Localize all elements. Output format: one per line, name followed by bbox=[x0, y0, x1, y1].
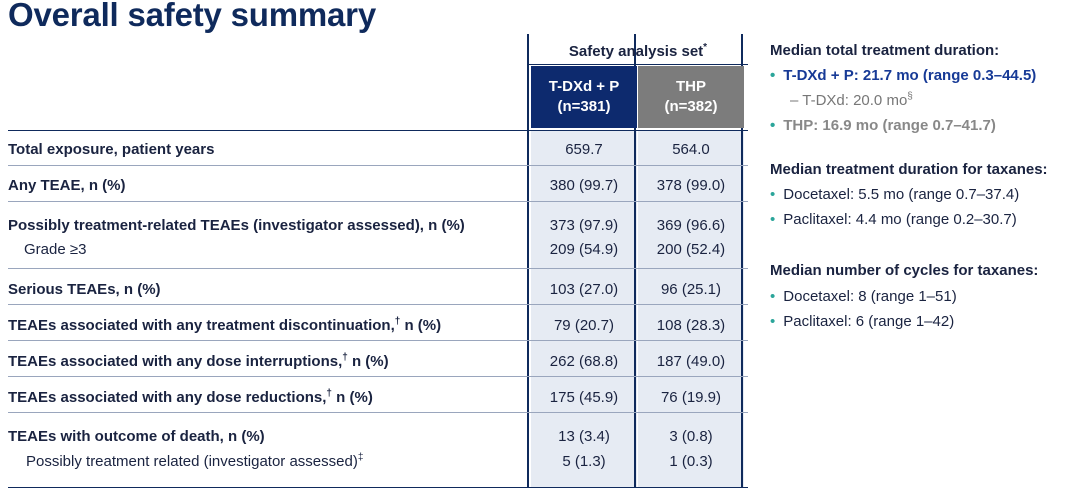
thp-value: 187 (49.0) bbox=[656, 353, 726, 370]
table-rule bbox=[8, 340, 748, 341]
safety-table bbox=[8, 34, 748, 488]
table-rule bbox=[8, 412, 748, 413]
taxane-cycles-heading: Median number of cycles for taxanes: bbox=[770, 262, 1039, 279]
thp-value: 369 (96.6) bbox=[656, 217, 726, 234]
thp-value: 76 (19.9) bbox=[660, 389, 722, 406]
list-item: • Paclitaxel: 6 (range 1–42) bbox=[770, 313, 955, 330]
list-item: • T-DXd + P: 21.7 mo (range 0.3–44.5) bbox=[770, 67, 1037, 84]
row-label: Total exposure, patient years bbox=[8, 141, 215, 158]
table-rule bbox=[8, 165, 748, 166]
table-divider-left bbox=[527, 34, 529, 488]
tdxd-value: 262 (68.8) bbox=[549, 353, 619, 370]
tdxd-value: 79 (20.7) bbox=[553, 317, 615, 334]
taxane-duration-heading: Median treatment duration for taxanes: bbox=[770, 161, 1048, 178]
tdxd-value: 380 (99.7) bbox=[549, 177, 619, 194]
bullet-icon: • bbox=[770, 67, 776, 84]
page-title: Overall safety summary bbox=[8, 0, 376, 33]
tdxd-column-header: T-DXd + P (n=381) bbox=[531, 66, 637, 128]
tdxd-value: 103 (27.0) bbox=[549, 281, 619, 298]
list-item: • Docetaxel: 5.5 mo (range 0.7–37.4) bbox=[770, 186, 1020, 203]
row-label: TEAEs associated with any dose interruptions,† n (%) bbox=[8, 352, 389, 370]
thp-value: 3 (0.8) bbox=[669, 428, 713, 445]
table-rule bbox=[8, 268, 748, 269]
thp-column-header: THP (n=382) bbox=[638, 66, 744, 128]
tdxd-value: 209 (54.9) bbox=[549, 241, 619, 258]
table-rule bbox=[8, 130, 748, 131]
thp-value: 108 (28.3) bbox=[656, 317, 726, 334]
table-rule bbox=[8, 376, 748, 377]
tdxd-value: 175 (45.9) bbox=[549, 389, 619, 406]
list-item: • Docetaxel: 8 (range 1–51) bbox=[770, 288, 957, 305]
thp-value: 96 (25.1) bbox=[660, 281, 722, 298]
bullet-icon: • bbox=[770, 211, 776, 228]
list-item: • THP: 16.9 mo (range 0.7–41.7) bbox=[770, 117, 996, 134]
bullet-icon: • bbox=[770, 186, 776, 203]
header-rule bbox=[528, 64, 748, 65]
table-rule bbox=[8, 304, 748, 305]
tdxd-value: 659.7 bbox=[565, 141, 603, 158]
row-label: Possibly treatment-related TEAEs (investigator assessed), n (%) bbox=[8, 217, 465, 234]
row-label: Any TEAE, n (%) bbox=[8, 177, 126, 194]
row-label: Serious TEAEs, n (%) bbox=[8, 281, 161, 298]
thp-value: 200 (52.4) bbox=[656, 241, 726, 258]
thp-value: 564.0 bbox=[672, 141, 710, 158]
thp-value: 378 (99.0) bbox=[656, 177, 726, 194]
list-item: – T-DXd: 20.0 mo§ bbox=[790, 91, 913, 109]
row-label: Possibly treatment related (investigator assessed)‡ bbox=[26, 452, 364, 470]
thp-value: 1 (0.3) bbox=[669, 453, 713, 470]
row-label: Grade ≥3 bbox=[24, 241, 87, 258]
treatment-duration-heading: Median total treatment duration: bbox=[770, 42, 1000, 59]
tdxd-value: 373 (97.9) bbox=[549, 217, 619, 234]
bullet-icon: • bbox=[770, 288, 776, 305]
table-rule bbox=[8, 201, 748, 202]
tdxd-value: 13 (3.4) bbox=[558, 428, 610, 445]
safety-analysis-set-header: Safety analysis set* bbox=[568, 42, 708, 60]
tdxd-value: 5 (1.3) bbox=[562, 453, 606, 470]
row-label: TEAEs associated with any treatment discontinuation,† n (%) bbox=[8, 316, 442, 334]
row-label: TEAEs associated with any dose reductions,† n (%) bbox=[8, 388, 373, 406]
bullet-icon: • bbox=[770, 313, 776, 330]
bullet-icon: • bbox=[770, 117, 776, 134]
row-label: TEAEs with outcome of death, n (%) bbox=[8, 428, 265, 445]
list-item: • Paclitaxel: 4.4 mo (range 0.2–30.7) bbox=[770, 211, 1017, 228]
